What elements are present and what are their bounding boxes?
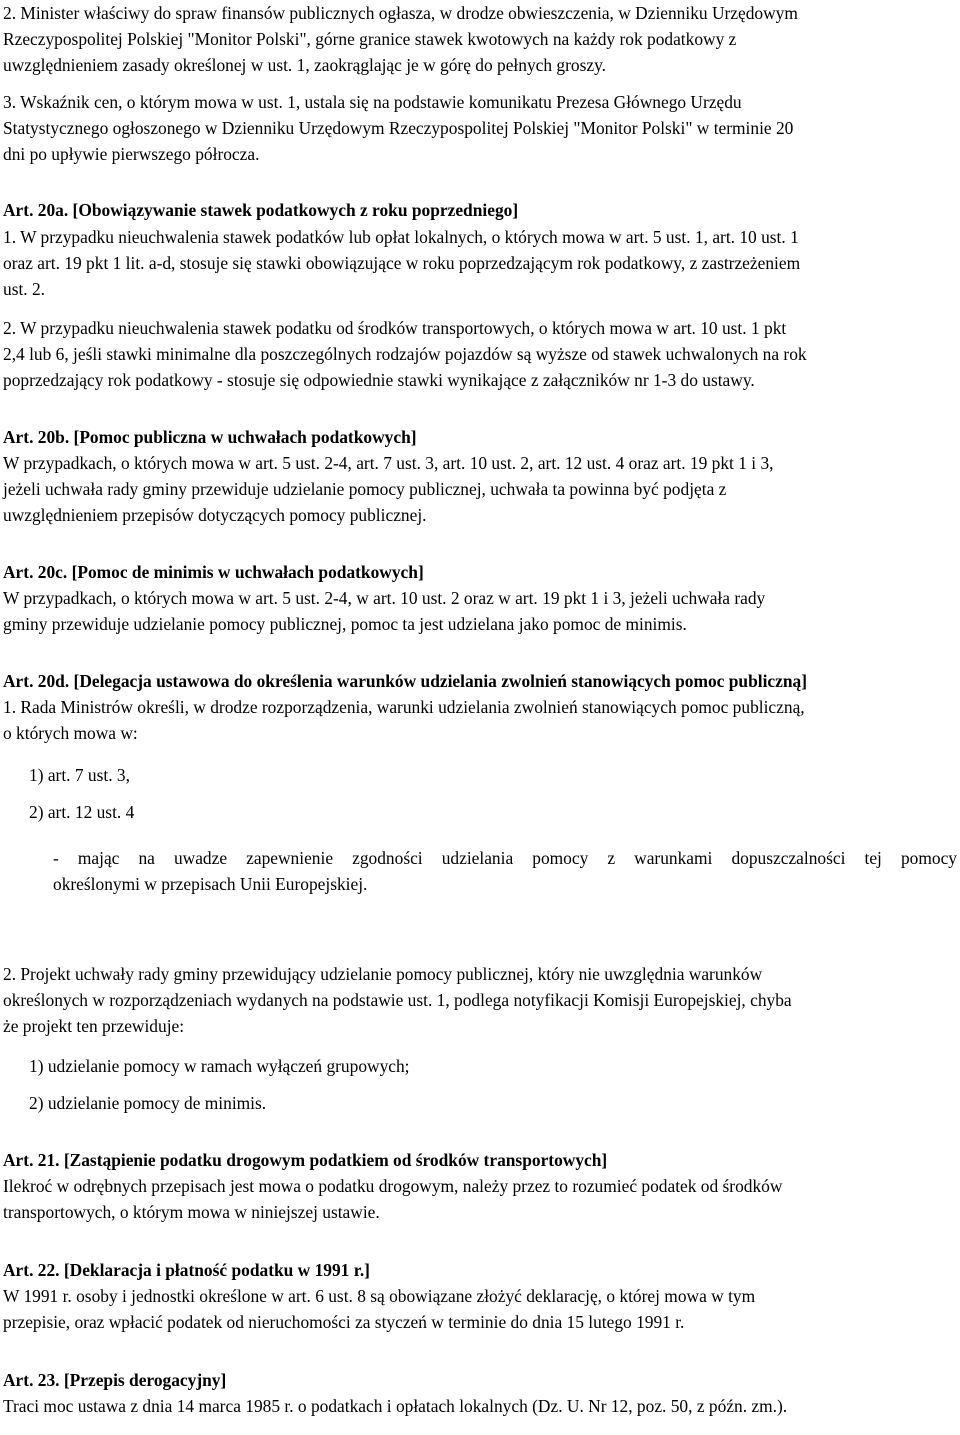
article-heading: Art. 20c. [Pomoc de minimis w uchwałach podatkowych] bbox=[3, 562, 424, 582]
text-line: oraz art. 19 pkt 1 lit. a-d, stosuje się stawki obowiązujące w roku poprzedzającym rok podatkowy, z zastrzeżeniem bbox=[3, 253, 801, 273]
text-line: Traci moc ustawa z dnia 14 marca 1985 r. o podatkach i opłatach lokalnych (Dz. U. Nr 12, poz. 50, z późn. zm.). bbox=[3, 1396, 788, 1416]
list-item: 2) art. 12 ust. 4 bbox=[29, 802, 135, 822]
text-line: transportowych, o którym mowa w niniejszej ustawie. bbox=[3, 1202, 380, 1222]
text-line: W przypadkach, o których mowa w art. 5 ust. 2-4, art. 7 ust. 3, art. 10 ust. 2, art. 12 ust. 4 oraz art. 19 pkt 1 i 3, bbox=[3, 453, 774, 473]
text-line: o których mowa w: bbox=[3, 723, 138, 743]
text-line: jeżeli uchwała rady gminy przewiduje udzielanie pomocy publicznej, uchwała ta powinna być podjęta z bbox=[3, 479, 727, 499]
article-heading: Art. 20a. [Obowiązywanie stawek podatkowych z roku poprzedniego] bbox=[3, 200, 519, 220]
text-line: - mając na uwadze zapewnienie zgodności udzielania pomocy z warunkami dopuszczalności tej pomocy bbox=[53, 848, 957, 868]
text-line: 2. Projekt uchwały rady gminy przewidujący udzielanie pomocy publicznej, który nie uwzględnia warunków bbox=[3, 964, 763, 984]
text-line: Ilekroć w odrębnych przepisach jest mowa o podatku drogowym, należy przez to rozumieć podatek od środków bbox=[3, 1176, 783, 1196]
text-line: określonymi w przepisach Unii Europejskiej. bbox=[53, 874, 368, 894]
text-line: poprzedzający rok podatkowy - stosuje się odpowiednie stawki wynikające z załączników nr 1-3 do ustawy. bbox=[3, 370, 755, 390]
text-line: 1. W przypadku nieuchwalenia stawek podatków lub opłat lokalnych, o których mowa w art. 5 ust. 1, art. 10 ust. 1 bbox=[3, 227, 799, 247]
text-line: dni po upływie pierwszego półrocza. bbox=[3, 144, 260, 164]
text-line: 2. Minister właściwy do spraw finansów publicznych ogłasza, w drodze obwieszczenia, w Dzienniku Urzędowym bbox=[3, 3, 798, 23]
article-heading: Art. 20b. [Pomoc publiczna w uchwałach podatkowych] bbox=[3, 427, 417, 447]
list-item: 2) udzielanie pomocy de minimis. bbox=[29, 1093, 267, 1113]
article-heading: Art. 23. [Przepis derogacyjny] bbox=[3, 1370, 227, 1390]
text-line: uwzględnieniem przepisów dotyczących pomocy publicznej. bbox=[3, 505, 427, 525]
list-item: 1) art. 7 ust. 3, bbox=[29, 765, 130, 785]
article-heading: Art. 22. [Deklaracja i płatność podatku w 1991 r.] bbox=[3, 1260, 370, 1280]
text-line: W 1991 r. osoby i jednostki określone w art. 6 ust. 8 są obowiązane złożyć deklarację, o której mowa w tym bbox=[3, 1286, 756, 1306]
text-line: przepisie, oraz wpłacić podatek od nieruchomości za styczeń w terminie do dnia 15 lutego 1991 r. bbox=[3, 1312, 685, 1332]
article-heading: Art. 20d. [Delegacja ustawowa do określenia warunków udzielania zwolnień stanowiących pomoc publiczną] bbox=[3, 671, 808, 691]
text-line: 1. Rada Ministrów określi, w drodze rozporządzenia, warunki udzielania zwolnień stanowiących pomoc publiczną, bbox=[3, 697, 805, 717]
text-line: uwzględnieniem zasady określonej w ust. 1, zaokrąglając je w górę do pełnych groszy. bbox=[3, 55, 606, 75]
text-line: 2. W przypadku nieuchwalenia stawek podatku od środków transportowych, o których mowa w art. 10 ust. 1 pkt bbox=[3, 318, 787, 338]
text-line: Statystycznego ogłoszonego w Dzienniku Urzędowym Rzeczypospolitej Polskiej "Monitor Polski" w terminie 20 bbox=[3, 118, 794, 138]
text-line: że projekt ten przewiduje: bbox=[3, 1016, 185, 1036]
text-line: 2,4 lub 6, jeśli stawki minimalne dla poszczególnych rodzajów pojazdów są wyższe od stawek uchwalonych na rok bbox=[3, 344, 807, 364]
text-line: Rzeczypospolitej Polskiej "Monitor Polski", górne granice stawek kwotowych na każdy rok podatkowy z bbox=[3, 29, 737, 49]
list-item: 1) udzielanie pomocy w ramach wyłączeń grupowych; bbox=[29, 1056, 410, 1076]
text-line: ust. 2. bbox=[3, 279, 46, 299]
text-line: określonych w rozporządzeniach wydanych na podstawie ust. 1, podlega notyfikacji Komisji Europejskiej, chyba bbox=[3, 990, 792, 1010]
article-heading: Art. 21. [Zastąpienie podatku drogowym podatkiem od środków transportowych] bbox=[3, 1150, 608, 1170]
text-line: 3. Wskaźnik cen, o którym mowa w ust. 1, ustala się na podstawie komunikatu Prezesa Głównego Urzędu bbox=[3, 92, 742, 112]
text-line: W przypadkach, o których mowa w art. 5 ust. 2-4, w art. 10 ust. 2 oraz w art. 19 pkt 1 i 3, jeżeli uchwała rady bbox=[3, 588, 766, 608]
text-line: gminy przewiduje udzielanie pomocy publicznej, pomoc ta jest udzielana jako pomoc de minimis. bbox=[3, 614, 687, 634]
